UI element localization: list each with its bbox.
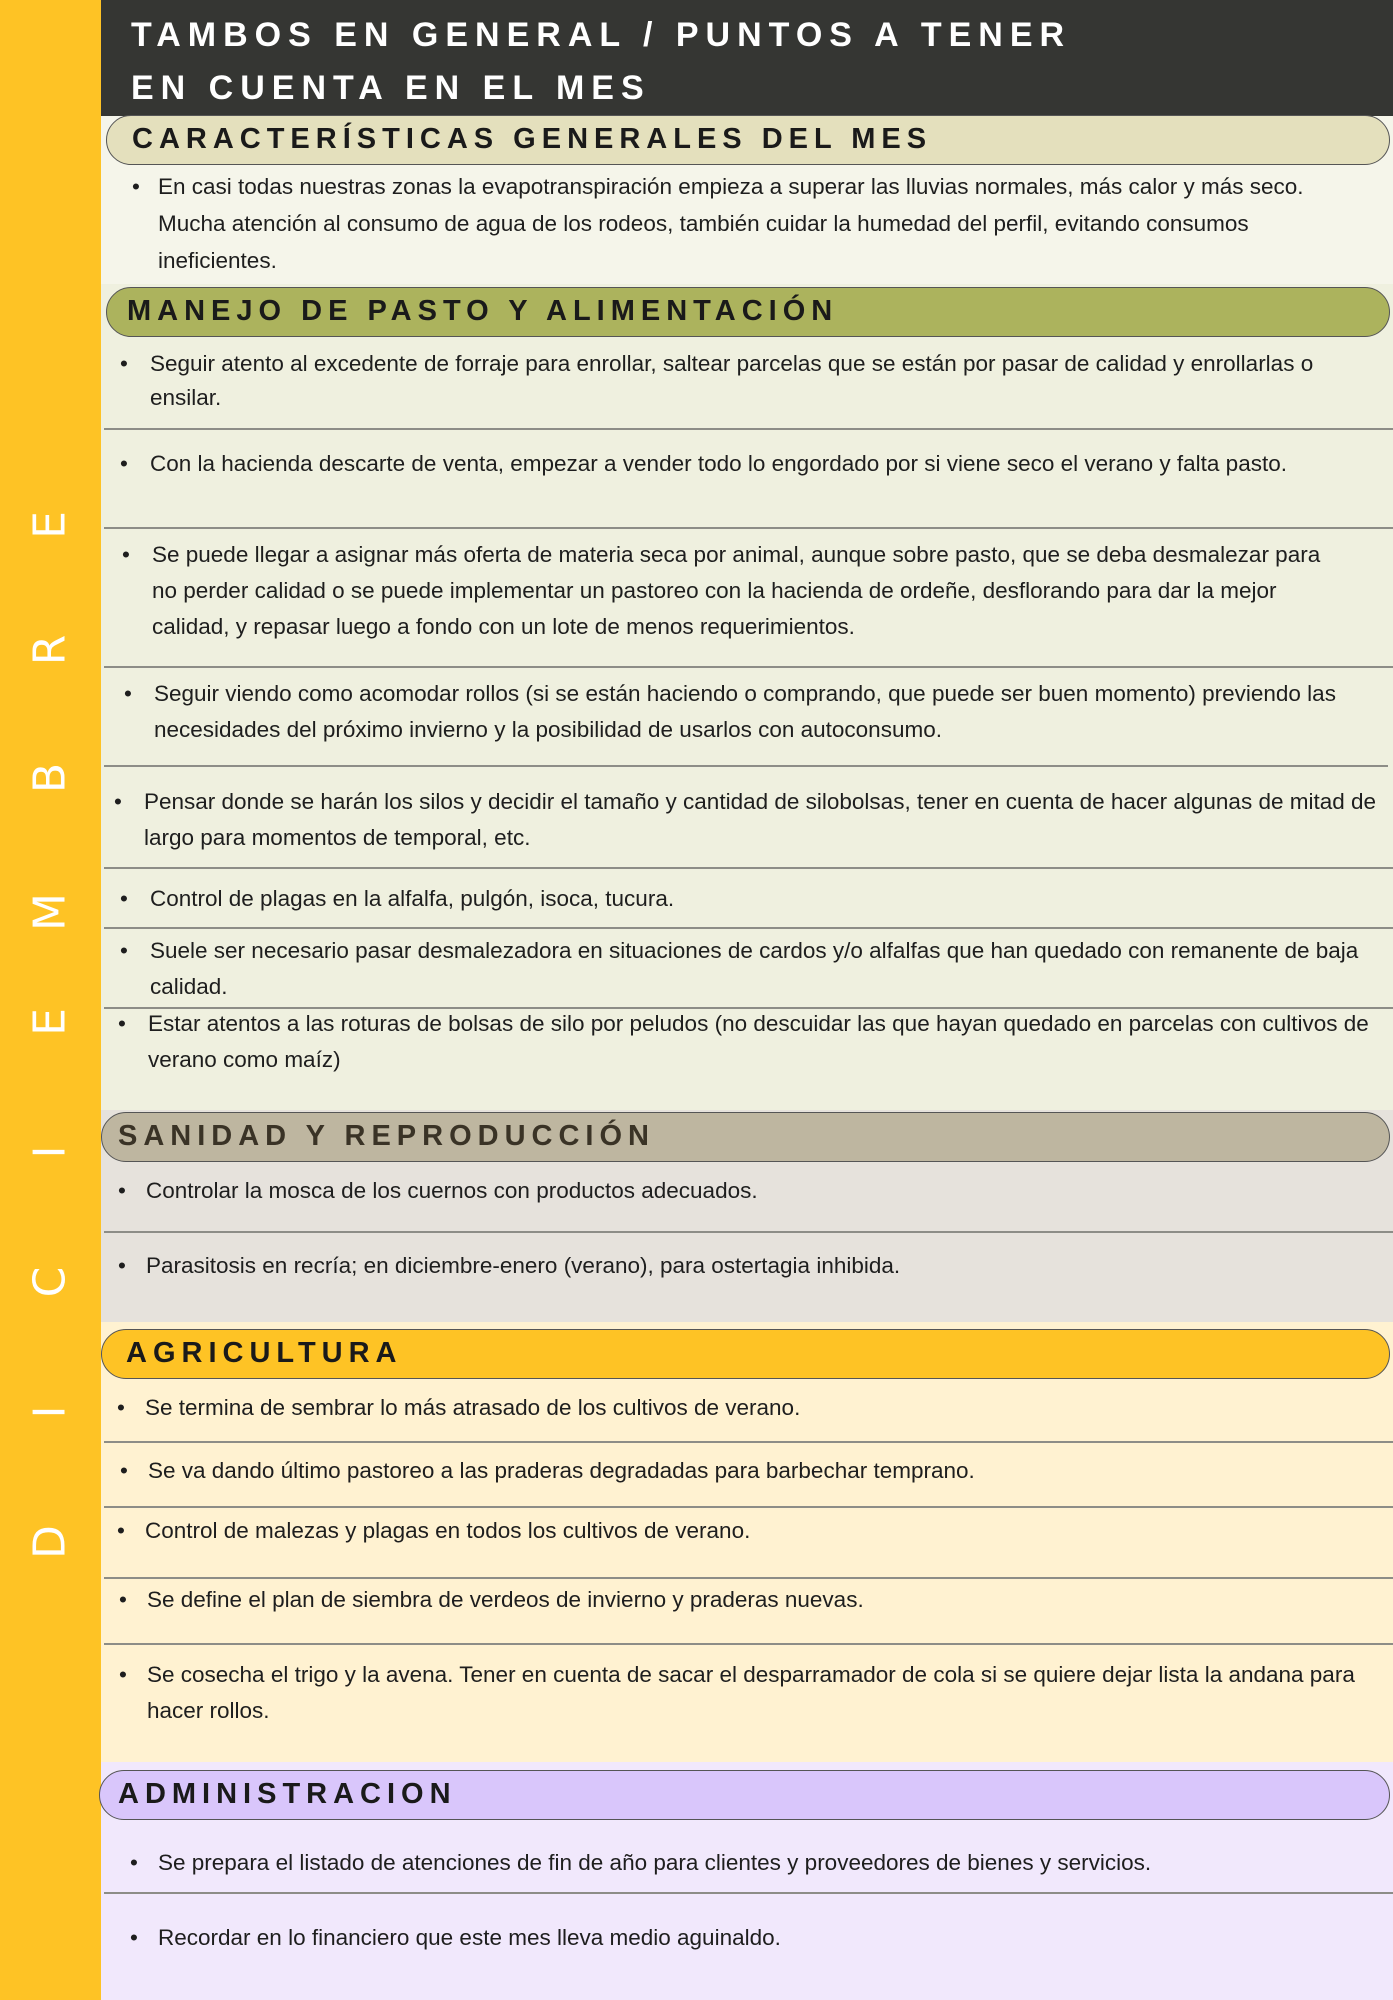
divider xyxy=(104,1643,1393,1645)
list-item: • Se cosecha el trigo y la avena. Tener en cuenta de sacar el desparramador de cola si se quiere dejar lista la andana para hacer rollos. xyxy=(119,1657,1359,1729)
list-item: • En casi todas nuestras zonas la evapotranspiración empieza a superar las lluvias normales, más calor y más seco. Mucha atención al consumo de agua de los rodeos, también cuidar la humedad del perfil, evitando consumos ineficientes. xyxy=(132,168,1362,279)
divider xyxy=(104,1506,1393,1508)
list-item: • Suele ser necesario pasar desmalezadora en situaciones de cardos y/o alfalfas que han quedado con remanente de baja calidad. xyxy=(120,933,1360,1005)
bullet-icon: • xyxy=(120,938,128,963)
list-item: • Control de plagas en la alfalfa, pulgón, isoca, tucura. xyxy=(120,881,1380,917)
list-item: • Seguir atento al excedente de forraje para enrollar, saltear parcelas que se están por pasar de calidad y enrollarlas o ensilar. xyxy=(120,347,1390,415)
list-item: • Parasitosis en recría; en diciembre-enero (verano), para ostertagia inhibida. xyxy=(118,1248,1378,1284)
month-letter: R xyxy=(24,634,76,666)
section-general-title: CARACTERÍSTICAS GENERALES DEL MES xyxy=(106,115,1390,165)
divider xyxy=(104,927,1393,929)
divider xyxy=(104,1577,1393,1579)
list-item: • Se prepara el listado de atenciones de fin de año para clientes y proveedores de bienes y servicios. xyxy=(130,1845,1380,1881)
divider xyxy=(104,1441,1393,1443)
month-sidebar xyxy=(0,0,101,2000)
bullet-icon: • xyxy=(120,1458,128,1483)
month-letter: M xyxy=(24,893,76,931)
divider xyxy=(104,765,1388,767)
list-item: • Se termina de sembrar lo más atrasado de los cultivos de verano. xyxy=(117,1390,1377,1426)
section-sanidad-title: SANIDAD Y REPRODUCCIÓN xyxy=(101,1112,1390,1162)
list-item: • Con la hacienda descarte de venta, empezar a vender todo lo engordado por si viene seco el verano y falta pasto. xyxy=(120,446,1360,482)
divider xyxy=(104,527,1393,529)
list-item: • Pensar donde se harán los silos y decidir el tamaño y cantidad de silobolsas, tener en cuenta de hacer algunas de mitad de largo para momentos de temporal, etc. xyxy=(114,784,1384,856)
list-item: • Se define el plan de siembra de verdeos de invierno y praderas nuevas. xyxy=(119,1582,1379,1618)
divider xyxy=(104,867,1393,869)
bullet-icon: • xyxy=(119,1587,127,1612)
bullet-icon: • xyxy=(120,886,128,911)
section-agricultura-title: AGRICULTURA xyxy=(101,1329,1390,1379)
bullet-icon: • xyxy=(132,174,140,199)
month-letter: C xyxy=(24,1266,76,1298)
bullet-icon: • xyxy=(118,1011,126,1036)
list-item: • Controlar la mosca de los cuernos con productos adecuados. xyxy=(118,1173,1378,1209)
bullet-icon: • xyxy=(124,681,132,706)
month-letter: I xyxy=(24,1405,76,1419)
bullet-icon: • xyxy=(118,1253,126,1278)
bullet-icon: • xyxy=(120,351,128,376)
section-pasto-title: MANEJO DE PASTO Y ALIMENTACIÓN xyxy=(106,287,1390,337)
bullet-icon: • xyxy=(117,1395,125,1420)
bullet-icon: • xyxy=(114,789,122,814)
month-letter: B xyxy=(24,762,76,794)
bullet-icon: • xyxy=(130,1850,138,1875)
bullet-icon: • xyxy=(120,451,128,476)
month-letter: E xyxy=(24,511,76,539)
divider xyxy=(104,666,1393,668)
month-letter: D xyxy=(24,1525,76,1559)
bullet-icon: • xyxy=(118,1178,126,1203)
list-item: • Se va dando último pastoreo a las praderas degradadas para barbechar temprano. xyxy=(120,1453,1380,1489)
page-header xyxy=(101,0,1393,116)
list-item: • Control de malezas y plagas en todos los cultivos de verano. xyxy=(117,1513,1377,1549)
section-administracion-title: ADMINISTRACION xyxy=(99,1770,1390,1820)
bullet-icon: • xyxy=(122,542,130,567)
list-item: • Se puede llegar a asignar más oferta de materia seca por animal, aunque sobre pasto, que se deba desmalezar para no perder calidad o se puede implementar un pastoreo con la hacienda de ordeñe, desflorando para dar la mejor calidad, y repasar luego a fondo con un lote de menos requerimientos. xyxy=(122,537,1322,645)
list-item: • Recordar en lo financiero que este mes lleva medio aguinaldo. xyxy=(130,1920,1380,1956)
list-item: • Seguir viendo como acomodar rollos (si se están haciendo o comprando, que puede ser buen momento) previendo las necesidades del próximo invierno y la posibilidad de usarlos con autoconsumo. xyxy=(124,676,1344,748)
divider xyxy=(104,428,1393,430)
page-title-line2: EN CUENTA EN EL MES xyxy=(131,69,651,107)
bullet-icon: • xyxy=(119,1662,127,1687)
month-letter: E xyxy=(24,1008,76,1036)
page-title-line1: TAMBOS EN GENERAL / PUNTOS A TENER xyxy=(131,16,1072,54)
list-item: • Estar atentos a las roturas de bolsas de silo por peludos (no descuidar las que hayan quedado en parcelas con cultivos de verano como maíz) xyxy=(118,1006,1388,1078)
divider xyxy=(104,1231,1393,1233)
bullet-icon: • xyxy=(117,1518,125,1543)
bullet-icon: • xyxy=(130,1925,138,1950)
divider xyxy=(104,1892,1393,1894)
month-letter: I xyxy=(24,1145,76,1159)
